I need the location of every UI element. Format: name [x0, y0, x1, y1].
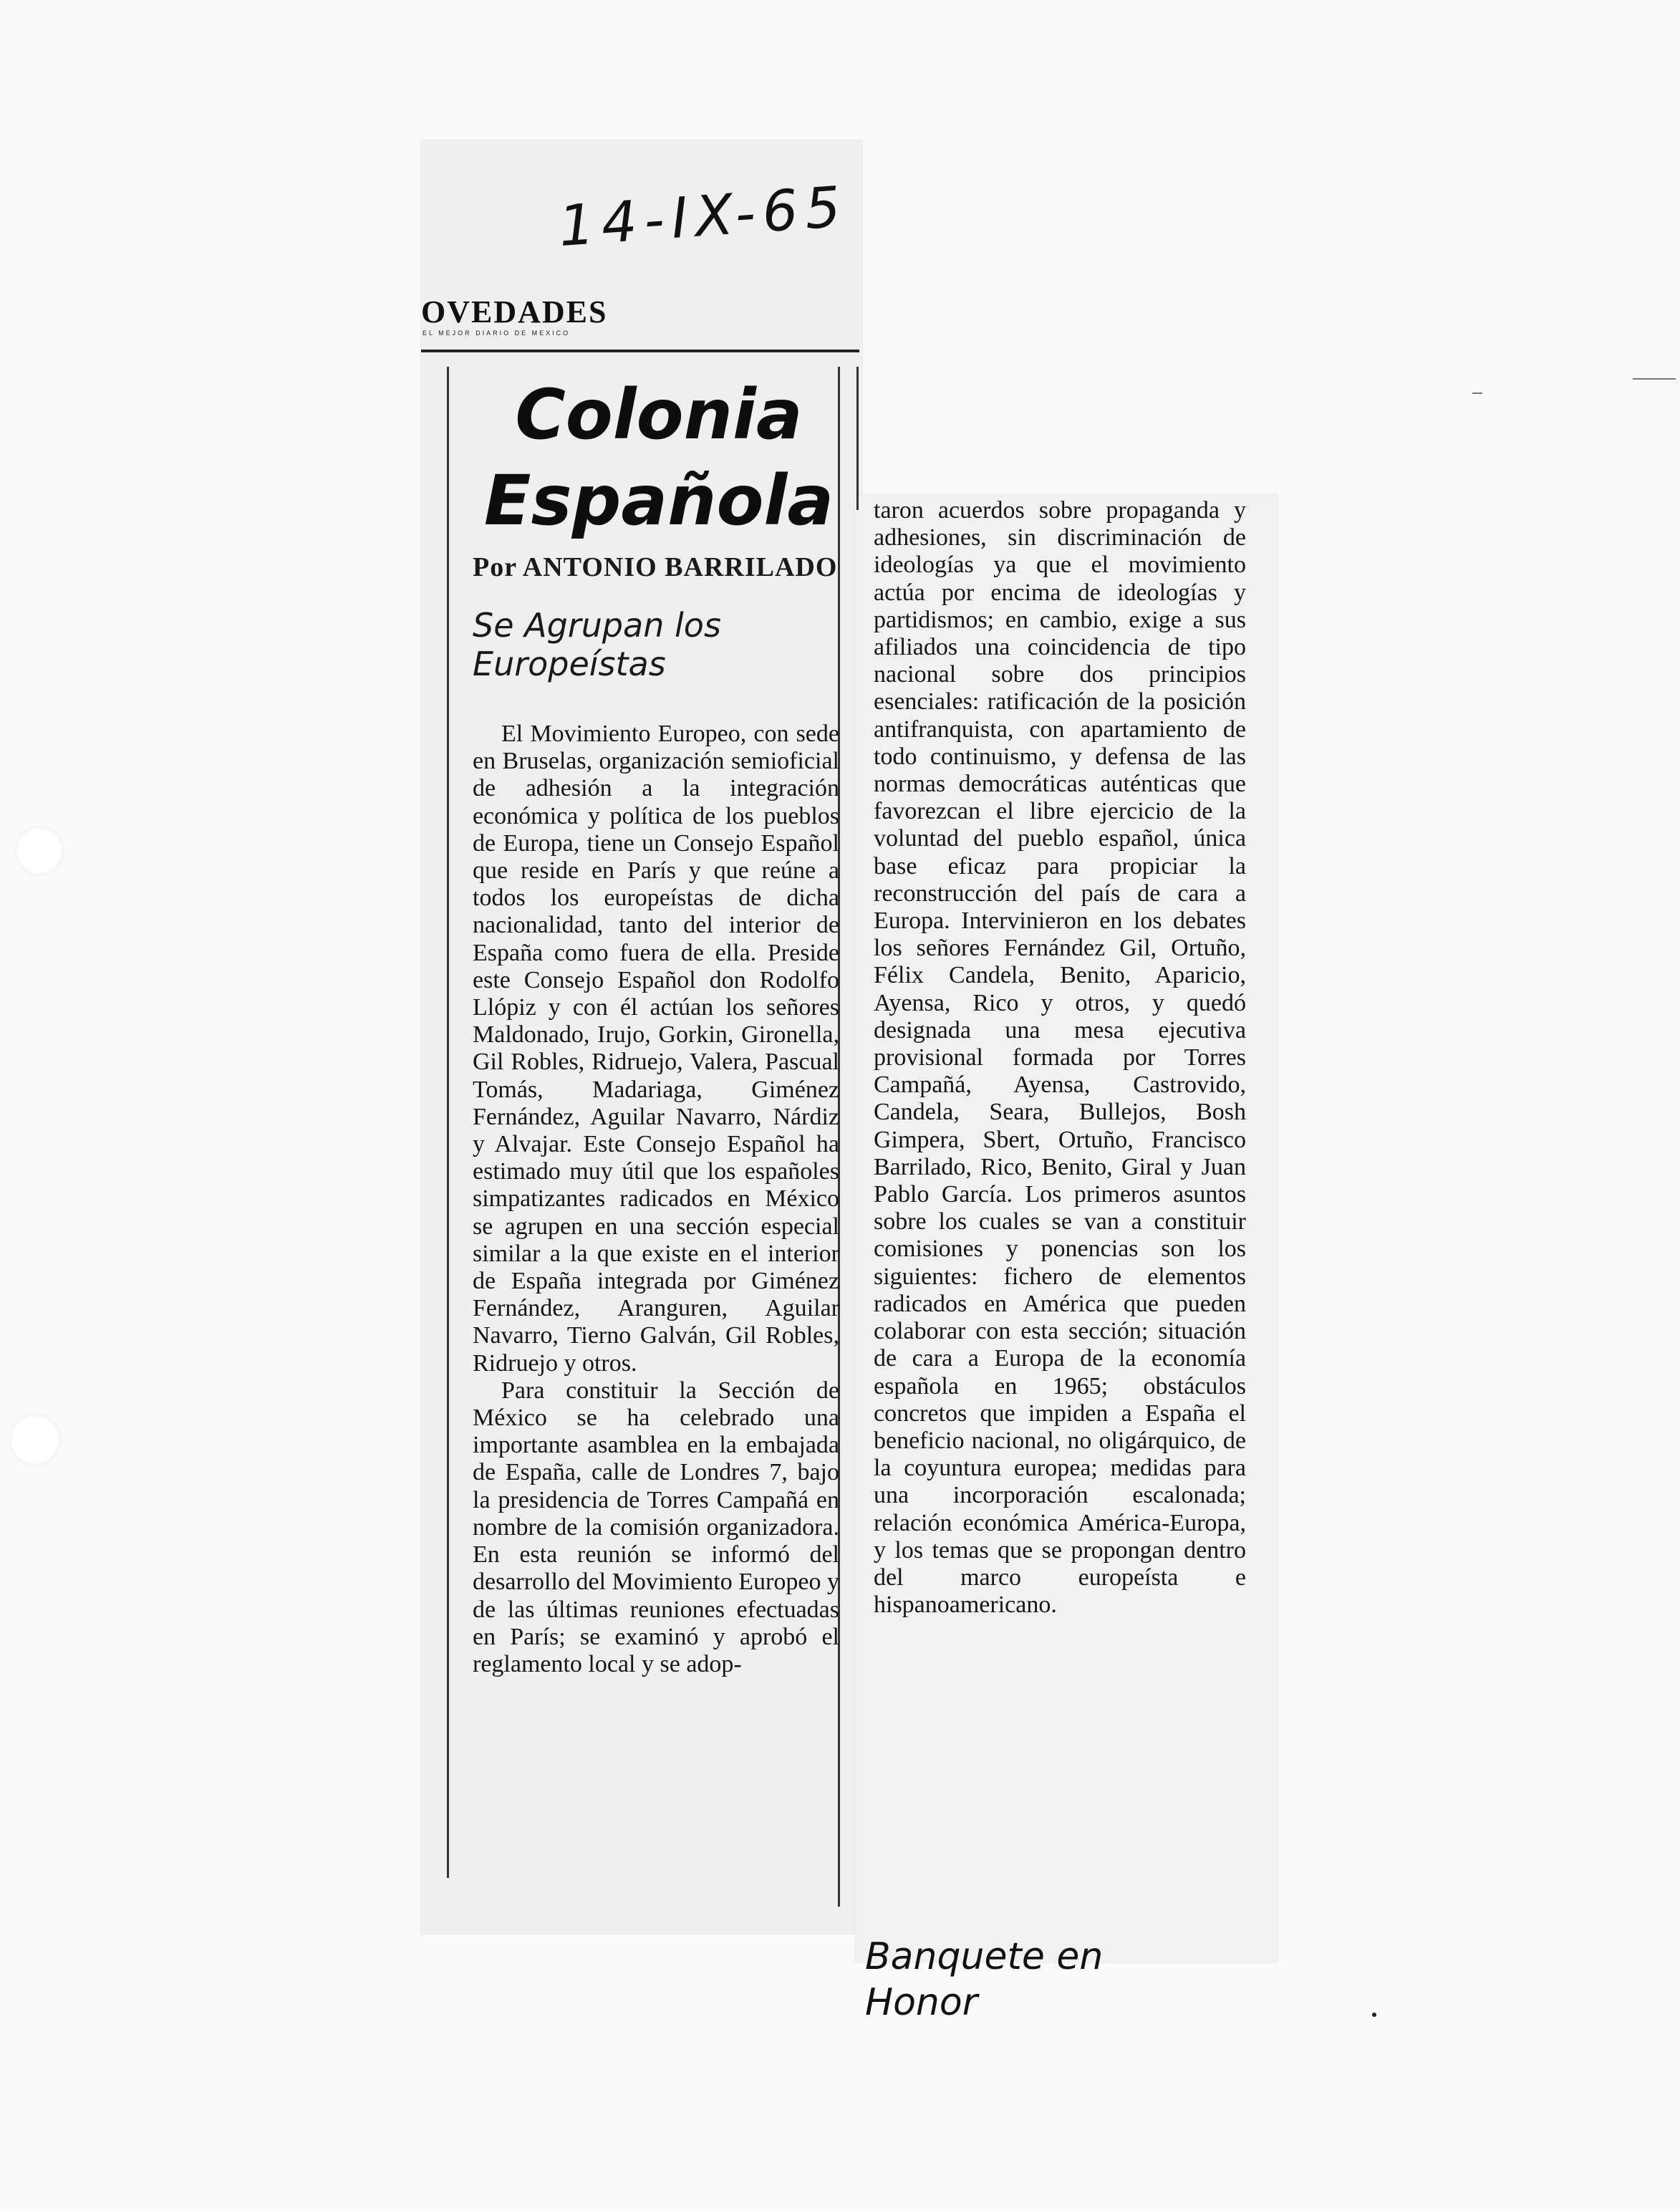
punch-hole-top [16, 827, 63, 875]
newspaper-masthead-sub: EL MEJOR DIARIO DE MEXICO [423, 329, 571, 337]
article-paragraph: Para constituir la Sección de México se ha celebrado una importante asamblea en la embajada de España, calle de Londres 7, bajo la presidencia de Torres Campañá en nombre de la comisión organizadora. En esta reunión se informó del desarrollo del Movimiento Europeo y de las últimas reuniones efectuadas en París; se examinó y aprobó el reglamento local y se adop- [473, 1377, 839, 1677]
article-column-2 [874, 497, 1246, 1619]
article-subhead: Se Agrupan los Europeístas [473, 606, 721, 683]
article-column-1 [473, 721, 839, 1678]
punch-hole-bottom [10, 1415, 60, 1465]
column-rule-right-top [856, 367, 859, 510]
edge-mark [1472, 392, 1482, 394]
edge-mark [1633, 378, 1676, 380]
newspaper-masthead: OVEDADES [421, 294, 608, 329]
handwritten-date: 14-IX-65 [556, 175, 850, 259]
article-paragraph: El Movimiento Europeo, con sede en Bruselas, organización semioficial de adhesión a la integración económica y política de los pueblos de Europa, tiene un Consejo Español que reside en París y que reúne a todos los europeístas de dicha nacionalidad, tanto del interior de España como fuera de ella. Preside este Consejo Español don Rodolfo Llópiz y con él actúan los señores Maldonado, Irujo, Gorkin, Gironella, Gil Robles, Ridruejo, Valera, Pascual Tomás, Madariaga, Giménez Fernández, Aguilar Navarro, Nárdiz y Alvajar. Este Consejo Español ha estimado muy útil que los españoles simpatizantes radicados en México se agrupen en una sección especial similar a la que existe en el interior de España integrada por Giménez Fernández, Aranguren, Aguilar Navarro, Tierno Galván, Gil Robles, Ridruejo y otros. [473, 721, 839, 1377]
column-rule-left [447, 367, 449, 1878]
speck [1372, 2013, 1376, 2017]
masthead-rule [421, 350, 859, 352]
next-article-headline-fragment: Banquete en Honor [865, 1935, 1104, 2024]
article-title-line-2: Española [483, 461, 834, 541]
article-title-line-1: Colonia [515, 375, 803, 455]
article-paragraph: taron acuerdos sobre propaganda y adhesiones, sin discriminación de ideologías ya que el movimiento actúa por encima de ideologías y partidismos; en cambio, exige a sus afiliados una coincidencia de tipo nacional sobre dos principios esenciales: ratificación de la posición antifranquista, con apartamiento de todo continuismo, y defensa de las normas democráticas auténticas que favorezcan el libre ejercicio de la voluntad del pueblo español, única base eficaz para propiciar la reconstrucción del país de cara a Europa. Intervinieron en los debates los señores Fernández Gil, Ortuño, Félix Candela, Benito, Aparicio, Ayensa, Rico y otros, y quedó designada una mesa ejecutiva provisional formada por Torres Campañá, Ayensa, Castrovido, Candela, Seara, Bullejos, Bosh Gimpera, Sbert, Ortuño, Francisco Barrilado, Rico, Benito, Giral y Juan Pablo García. Los primeros asuntos sobre los cuales se van a constituir comisiones y ponencias son los siguientes: fichero de elementos radicados en América que pueden colaborar con esta sección; situación de cara a Europa de la economía española en 1965; obstáculos concretos que impiden a España el beneficio nacional, no oligárquico, de la coyuntura europea; medidas para una incorporación escalonada; relación económica América-Europa, y los temas que se propongan dentro del marco europeísta e hispanoamericano. [874, 497, 1246, 1619]
article-byline: Por ANTONIO BARRILADO [473, 552, 838, 582]
